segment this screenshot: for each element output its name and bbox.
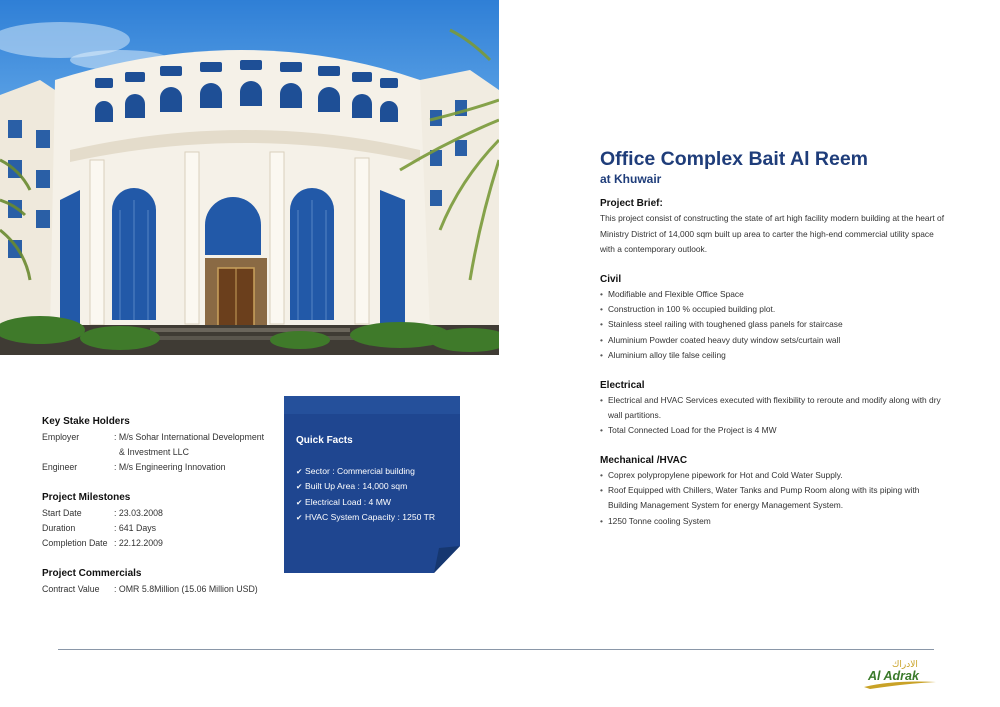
- info-label: [42, 445, 114, 460]
- milestones-section: [42, 492, 292, 552]
- quick-facts-card: [284, 396, 460, 573]
- info-value: : 641 Days: [114, 523, 157, 534]
- list-item: • Modifiable and Flexible Office Space: [600, 287, 945, 302]
- footer-divider: [58, 649, 934, 650]
- info-row: [42, 460, 292, 475]
- info-value: & Investment LLC: [119, 447, 189, 458]
- quick-fact-item: [296, 464, 435, 479]
- info-label: Contract Value: [42, 584, 100, 594]
- project-brief-section: [600, 198, 945, 258]
- building-photo: [0, 0, 499, 355]
- section-heading: Key Stake Holders: [42, 416, 130, 427]
- info-value: : 23.03.2008: [114, 508, 163, 518]
- info-label: Duration: [42, 523, 76, 534]
- quick-fact-text: Built Up Area : 14,000 sqm: [305, 481, 408, 492]
- logo-swoosh-icon: [862, 678, 940, 690]
- list-item: • Total Connected Load for the Project is 4 MW: [600, 423, 945, 438]
- info-label: Employer: [42, 432, 80, 442]
- list-item: • Coprex polypropylene pipework for Hot and Cold Water Supply.: [600, 468, 945, 483]
- list-item: • 1250 Tonne cooling System: [600, 514, 945, 529]
- quick-facts-title: Quick Facts: [296, 435, 353, 446]
- quick-fact-item: [296, 495, 435, 510]
- project-title: Office Complex Bait Al Reem: [600, 148, 869, 170]
- section-heading: Civil: [600, 274, 622, 285]
- info-label: Completion Date: [42, 538, 108, 549]
- section-heading: Project Commercials: [42, 568, 142, 579]
- civil-section: [600, 274, 945, 363]
- info-row: [42, 430, 292, 445]
- info-row: [42, 445, 292, 460]
- info-row: [42, 582, 292, 597]
- section-heading: Project Milestones: [42, 492, 131, 503]
- quick-facts-list: [296, 464, 435, 526]
- check-icon: ✔: [296, 497, 303, 507]
- info-label: Engineer: [42, 462, 78, 473]
- info-value: : M/s Engineering Innovation: [114, 462, 226, 473]
- list-item: • Aluminium Powder coated heavy duty window sets/curtain wall: [600, 333, 945, 348]
- quick-fact-item: [296, 479, 435, 494]
- commercials-section: [42, 568, 292, 597]
- quick-fact-text: Sector : Commercial building: [305, 466, 415, 476]
- list-item: • Electrical and HVAC Services executed with flexibility to reroute and modify along with dry wall partitions.: [600, 393, 945, 423]
- info-value: : M/s Sohar International Development: [114, 432, 265, 442]
- section-heading: Mechanical /HVAC: [600, 455, 688, 466]
- logo-name: Al Adrak: [868, 669, 919, 683]
- info-value: : 22.12.2009: [114, 538, 163, 549]
- electrical-section: [600, 380, 945, 439]
- list-item: • Construction in 100 % occupied building plot.: [600, 302, 945, 317]
- section-heading: Project Brief:: [600, 198, 663, 209]
- list-item: • Roof Equipped with Chillers, Water Tanks and Pump Room along with its piping with Building Management System for energy Management System.: [600, 483, 945, 513]
- mechanical-section: [600, 455, 945, 529]
- info-row: [42, 506, 292, 521]
- company-logo: [862, 660, 940, 688]
- check-icon: ✔: [296, 513, 303, 523]
- info-row: [42, 536, 292, 551]
- list-item: • Stainless steel railing with toughened glass panels for staircase: [600, 317, 945, 332]
- quick-fact-item: [296, 510, 435, 525]
- electrical-list: [600, 393, 945, 439]
- project-subtitle: at Khuwair: [600, 172, 662, 186]
- info-row: [42, 521, 292, 536]
- check-icon: ✔: [296, 467, 303, 476]
- check-icon: ✔: [296, 482, 303, 492]
- civil-list: [600, 287, 945, 363]
- info-value: : OMR 5.8Million (15.06 Million USD): [114, 584, 258, 594]
- logo-arabic-text: الادراك: [892, 660, 918, 670]
- brief-text: This project consist of constructing the state of art high facility modern building at the heart of Ministry District of 14,000 sqm built up area to carter the high-end commercial utility space with a contemporary outlook.: [600, 213, 945, 254]
- stakeholders-section: [42, 416, 292, 476]
- list-item: • Aluminium alloy tile false ceiling: [600, 348, 945, 363]
- quick-fact-text: Electrical Load : 4 MW: [305, 496, 391, 507]
- section-heading: Electrical: [600, 380, 645, 391]
- quick-fact-text: HVAC System Capacity : 1250 TR: [305, 512, 436, 523]
- info-label: Start Date: [42, 508, 82, 518]
- mechanical-list: [600, 468, 945, 529]
